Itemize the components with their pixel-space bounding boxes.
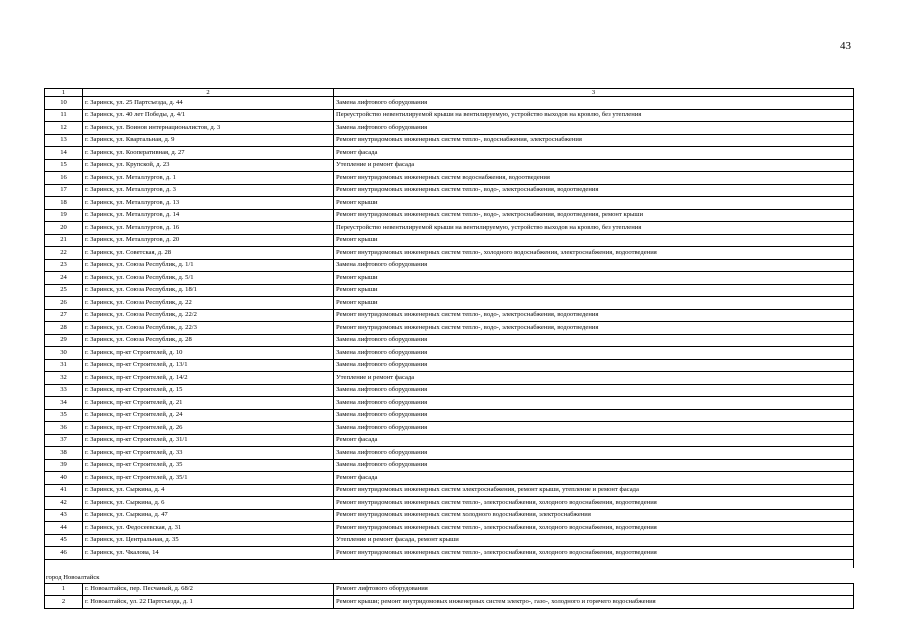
row-number: 17	[45, 184, 83, 197]
table-row	[45, 583, 854, 596]
row-work: Ремонт крыши	[334, 234, 854, 247]
table-row	[45, 447, 854, 460]
row-number: 21	[45, 234, 83, 247]
row-number: 10	[45, 97, 83, 110]
row-address: г. Заринск, ул. Федосеевская, д. 31	[83, 522, 334, 535]
table-row	[45, 297, 854, 310]
row-address: г. Заринск, ул. Металлургов, д. 3	[83, 184, 334, 197]
row-work: Ремонт фасада	[334, 434, 854, 447]
table-row	[45, 159, 854, 172]
row-address: г. Заринск, ул. Металлургов, д. 13	[83, 197, 334, 210]
row-work: Утепление и ремонт фасада	[334, 159, 854, 172]
row-work: Ремонт внутридомовых инженерных систем водоснабжения, водоотведения	[334, 172, 854, 185]
row-work: Замена лифтового оборудования	[334, 397, 854, 410]
row-address: г. Заринск, ул. Крупской, д. 23	[83, 159, 334, 172]
row-address: г. Заринск, ул. Чкалова, 14	[83, 547, 334, 560]
row-number: 45	[45, 534, 83, 547]
spacer-row	[45, 559, 854, 568]
page-number: 43	[840, 40, 851, 52]
row-number: 27	[45, 309, 83, 322]
row-work: Ремонт фасада	[334, 472, 854, 485]
table-row	[45, 547, 854, 560]
row-address: г. Новоалтайск, ул. 22 Партсъезда, д. 1	[83, 596, 334, 609]
row-address: г. Заринск, ул. 25 Партсъезда, д. 44	[83, 97, 334, 110]
table-row	[45, 197, 854, 210]
table-row	[45, 97, 854, 110]
row-address: г. Заринск, пр-кт Строителей, д. 24	[83, 409, 334, 422]
row-work: Ремонт внутридомовых инженерных систем тепло-, электроснабжения, холодного водоснабжения, водоотведения	[334, 497, 854, 510]
row-work: Переустройство невентилируемой крыши на вентилируемую, устройство выходов на кровлю, без утепления	[334, 222, 854, 235]
row-work: Ремонт внутридомовых инженерных систем тепло-, водо-, электроснабжения, водоотведения, ремонт крыши	[334, 209, 854, 222]
table-row	[45, 272, 854, 285]
row-address: г. Заринск, пр-кт Строителей, д. 35/1	[83, 472, 334, 485]
table-row	[45, 596, 854, 609]
row-address: г. Заринск, ул. Центральная, д. 35	[83, 534, 334, 547]
table-row	[45, 384, 854, 397]
row-address: г. Заринск, ул. Квартальная, д. 9	[83, 134, 334, 147]
row-work: Ремонт крыши	[334, 272, 854, 285]
row-work: Ремонт крыши	[334, 297, 854, 310]
row-address: г. Новоалтайск, пер. Песчаный, д. 68/2	[83, 583, 334, 596]
row-address: г. Заринск, ул. Металлургов, д. 16	[83, 222, 334, 235]
table-row	[45, 172, 854, 185]
row-address: г. Заринск, пр-кт Строителей, д. 14/2	[83, 372, 334, 385]
header-col-number: 1	[45, 89, 83, 97]
table-row	[45, 522, 854, 535]
row-number: 38	[45, 447, 83, 460]
row-number: 46	[45, 547, 83, 560]
row-work: Ремонт крыши; ремонт внутридомовых инженерных систем электро-, газо-, холодного и горячего водоснабжения	[334, 596, 854, 609]
row-address: г. Заринск, ул. Металлургов, д. 14	[83, 209, 334, 222]
row-work: Замена лифтового оборудования	[334, 259, 854, 272]
table-row	[45, 222, 854, 235]
row-address: г. Заринск, ул. Металлургов, д. 1	[83, 172, 334, 185]
row-work: Замена лифтового оборудования	[334, 447, 854, 460]
row-address: г. Заринск, пр-кт Строителей, д. 33	[83, 447, 334, 460]
table-row	[45, 109, 854, 122]
row-number: 29	[45, 334, 83, 347]
table-row	[45, 147, 854, 160]
row-number: 14	[45, 147, 83, 160]
row-work: Ремонт фасада	[334, 147, 854, 160]
row-address: г. Заринск, ул. Воинов интернационалистов, д. 3	[83, 122, 334, 135]
row-work: Замена лифтового оборудования	[334, 334, 854, 347]
row-work: Замена лифтового оборудования	[334, 409, 854, 422]
row-work: Замена лифтового оборудования	[334, 122, 854, 135]
table-row	[45, 259, 854, 272]
row-address: г. Заринск, пр-кт Строителей, д. 21	[83, 397, 334, 410]
row-address: г. Заринск, пр-кт Строителей, д. 10	[83, 347, 334, 360]
row-address: г. Заринск, пр-кт Строителей, д. 35	[83, 459, 334, 472]
header-row	[45, 89, 854, 97]
row-address: г. Заринск, ул. Металлургов, д. 20	[83, 234, 334, 247]
row-work: Ремонт крыши	[334, 284, 854, 297]
header-col-address: 2	[83, 89, 334, 97]
row-number: 26	[45, 297, 83, 310]
table-row	[45, 497, 854, 510]
table-row	[45, 322, 854, 335]
table-row	[45, 459, 854, 472]
row-number: 36	[45, 422, 83, 435]
row-address: г. Заринск, ул. Союза Республик, д. 1/1	[83, 259, 334, 272]
row-address: г. Заринск, ул. Союза Республик, д. 5/1	[83, 272, 334, 285]
group-title-row	[45, 568, 854, 584]
row-address: г. Заринск, ул. Кооперативная, д. 27	[83, 147, 334, 160]
row-number: 41	[45, 484, 83, 497]
row-number: 24	[45, 272, 83, 285]
row-number: 15	[45, 159, 83, 172]
row-address: г. Заринск, пр-кт Строителей, д. 31/1	[83, 434, 334, 447]
row-work: Ремонт лифтового оборудования	[334, 583, 854, 596]
row-number: 33	[45, 384, 83, 397]
row-address: г. Заринск, пр-кт Строителей, д. 13/1	[83, 359, 334, 372]
row-work: Ремонт внутридомовых инженерных систем холодного водоснабжения, электроснабжения	[334, 509, 854, 522]
table-row	[45, 284, 854, 297]
row-work: Ремонт внутридомовых инженерных систем тепло-, холодного водоснабжения, электроснабжения, водоотведения	[334, 247, 854, 260]
table-row	[45, 434, 854, 447]
row-work: Ремонт внутридомовых инженерных систем электроснабжения, ремонт крыши, утепление и ремонт фасада	[334, 484, 854, 497]
row-number: 1	[45, 583, 83, 596]
table-row	[45, 309, 854, 322]
table-row	[45, 234, 854, 247]
table-row	[45, 534, 854, 547]
row-number: 22	[45, 247, 83, 260]
row-number: 2	[45, 596, 83, 609]
table-row	[45, 409, 854, 422]
row-work: Замена лифтового оборудования	[334, 347, 854, 360]
row-address: г. Заринск, ул. 40 лет Победы, д. 4/1	[83, 109, 334, 122]
row-work: Замена лифтового оборудования	[334, 384, 854, 397]
row-work: Ремонт внутридомовых инженерных систем тепло-, электроснабжения, холодного водоснабжения, водоотведения	[334, 522, 854, 535]
group-title: город Новоалтайск	[45, 568, 854, 584]
table-row	[45, 209, 854, 222]
row-work: Замена лифтового оборудования	[334, 97, 854, 110]
row-work: Утепление и ремонт фасада	[334, 372, 854, 385]
table-row	[45, 184, 854, 197]
row-number: 13	[45, 134, 83, 147]
row-number: 28	[45, 322, 83, 335]
row-work: Ремонт внутридомовых инженерных систем тепло-, водо-, электроснабжения, водоотведения	[334, 322, 854, 335]
row-number: 19	[45, 209, 83, 222]
row-work: Переустройство невентилируемой крыши на вентилируемую, устройство выходов на кровлю, без утепления	[334, 109, 854, 122]
row-address: г. Заринск, пр-кт Строителей, д. 15	[83, 384, 334, 397]
row-number: 37	[45, 434, 83, 447]
row-number: 11	[45, 109, 83, 122]
row-work: Замена лифтового оборудования	[334, 359, 854, 372]
row-work: Ремонт внутридомовых инженерных систем тепло-, электроснабжения, холодного водоснабжения, водоотведения	[334, 547, 854, 560]
row-work: Ремонт внутридомовых инженерных систем тепло-, водо-, электроснабжения, водоотведения	[334, 184, 854, 197]
row-number: 44	[45, 522, 83, 535]
row-work: Ремонт внутридомовых инженерных систем тепло-, водоснабжения, электроснабжения	[334, 134, 854, 147]
table-row	[45, 334, 854, 347]
row-address: г. Заринск, ул. Союза Республик, д. 22/2	[83, 309, 334, 322]
row-number: 40	[45, 472, 83, 485]
table-row	[45, 134, 854, 147]
row-number: 35	[45, 409, 83, 422]
row-number: 18	[45, 197, 83, 210]
row-work: Ремонт внутридомовых инженерных систем тепло-, водо-, электроснабжения, водоотведения	[334, 309, 854, 322]
row-address: г. Заринск, ул. Союза Республик, д. 22	[83, 297, 334, 310]
table-row	[45, 472, 854, 485]
table-row	[45, 397, 854, 410]
table-row	[45, 422, 854, 435]
row-number: 20	[45, 222, 83, 235]
row-address: г. Заринск, ул. Сыркина, д. 6	[83, 497, 334, 510]
row-address: г. Заринск, ул. Советская, д. 28	[83, 247, 334, 260]
row-address: г. Заринск, пр-кт Строителей, д. 26	[83, 422, 334, 435]
row-number: 12	[45, 122, 83, 135]
header-col-work: 3	[334, 89, 854, 97]
table-row	[45, 359, 854, 372]
row-number: 43	[45, 509, 83, 522]
row-number: 30	[45, 347, 83, 360]
row-number: 31	[45, 359, 83, 372]
table-row	[45, 247, 854, 260]
works-table	[44, 88, 854, 609]
table-row	[45, 509, 854, 522]
row-address: г. Заринск, ул. Сыркина, д. 4	[83, 484, 334, 497]
row-address: г. Заринск, ул. Союза Республик, д. 22/3	[83, 322, 334, 335]
row-number: 34	[45, 397, 83, 410]
row-address: г. Заринск, ул. Сыркина, д. 47	[83, 509, 334, 522]
row-number: 42	[45, 497, 83, 510]
row-work: Замена лифтового оборудования	[334, 422, 854, 435]
table-row	[45, 347, 854, 360]
table-row	[45, 122, 854, 135]
row-number: 23	[45, 259, 83, 272]
row-address: г. Заринск, ул. Союза Республик, д. 28	[83, 334, 334, 347]
row-number: 39	[45, 459, 83, 472]
row-number: 32	[45, 372, 83, 385]
row-number: 16	[45, 172, 83, 185]
table-row	[45, 372, 854, 385]
row-work: Замена лифтового оборудования	[334, 459, 854, 472]
row-number: 25	[45, 284, 83, 297]
table-row	[45, 484, 854, 497]
row-work: Утепление и ремонт фасада, ремонт крыши	[334, 534, 854, 547]
row-work: Ремонт крыши	[334, 197, 854, 210]
row-address: г. Заринск, ул. Союза Республик, д. 18/1	[83, 284, 334, 297]
